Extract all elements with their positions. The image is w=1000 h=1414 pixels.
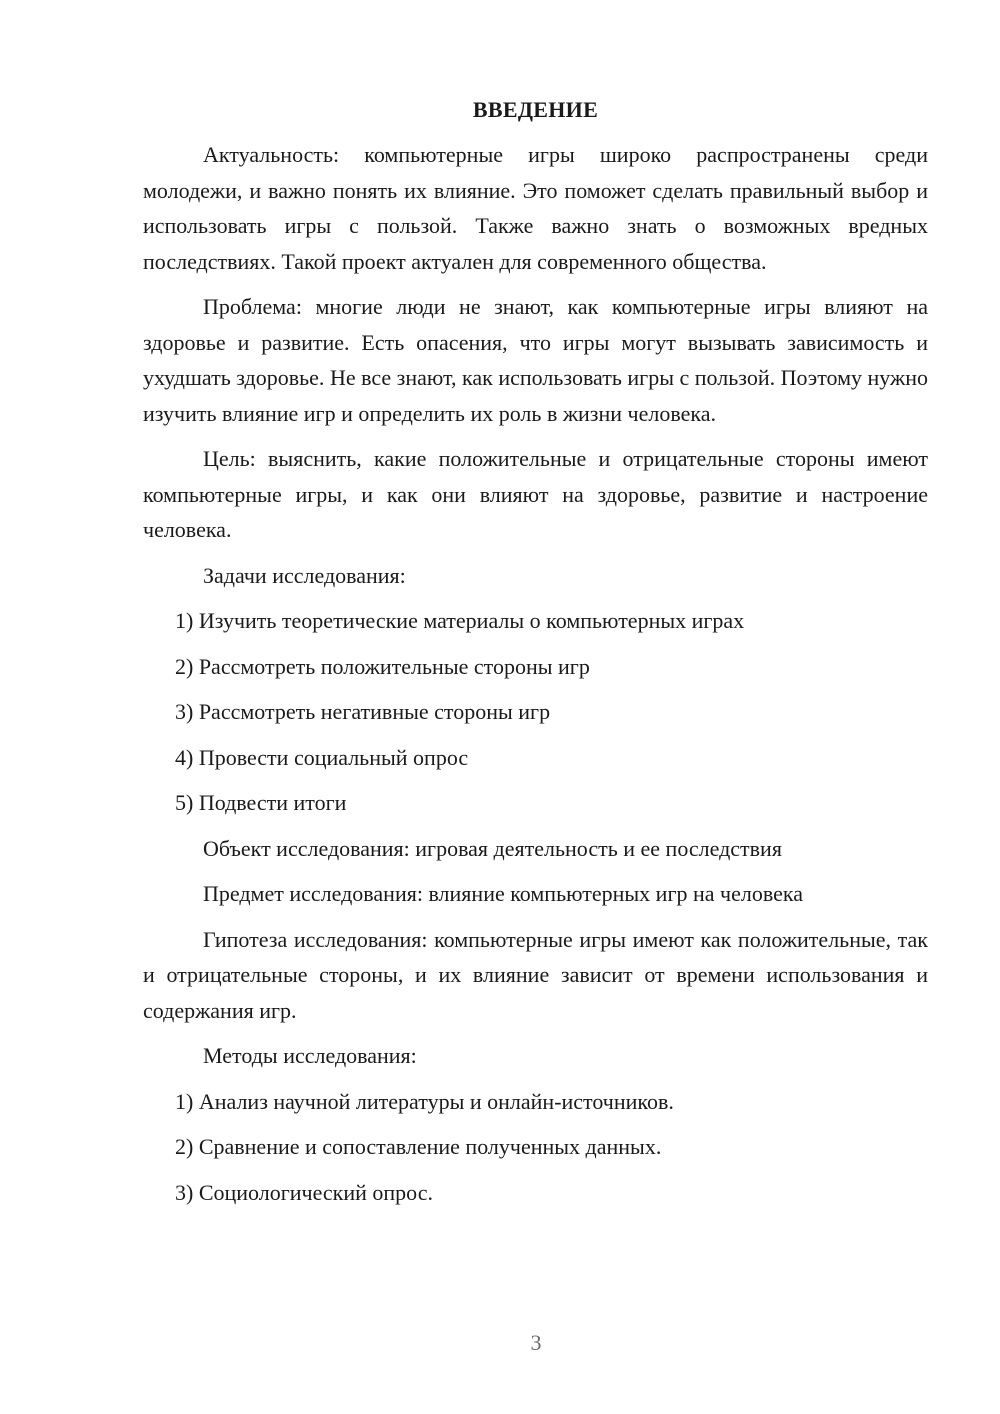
method-item: 2) Сравнение и сопоставление полученных данных.	[175, 1134, 662, 1159]
subject-paragraph: Предмет исследования: влияние компьютерных игр на человека	[203, 881, 803, 906]
tasks-heading: Задачи исследования:	[203, 562, 406, 588]
method-item: 1) Анализ научной литературы и онлайн-источников.	[175, 1088, 674, 1114]
method-item: 3) Социологический опрос.	[175, 1179, 433, 1205]
hypothesis-paragraph: Гипотеза исследования: компьютерные игры имеют как положительные, так и отрицательные стороны, и их влияние зависит от времени использования и содержания игр.	[143, 926, 928, 1023]
tasks-list	[143, 603, 928, 821]
page-number: 3	[530, 1330, 542, 1355]
page-content	[143, 92, 928, 1220]
page-title: ВВЕДЕНИЕ	[472, 97, 599, 122]
problem-paragraph: Проблема: многие люди не знают, как компьютерные игры влияют на здоровье и развитие. Есть опасения, что игры могут вызывать зависимость и ухудшать здоровье. Не все знают, как использовать игры с пользой. Поэтому нужно изучить влияние игр и определить их роль в жизни человека.	[143, 294, 928, 426]
task-item: 2) Рассмотреть положительные стороны игр	[175, 653, 590, 679]
task-item: 4) Провести социальный опрос	[175, 744, 469, 770]
task-item: 1) Изучить теоретические материалы о компьютерных играх	[175, 608, 745, 633]
methods-list	[143, 1084, 928, 1211]
task-item: 3) Рассмотреть негативные стороны игр	[175, 699, 551, 724]
goal-paragraph: Цель: выяснить, какие положительные и отрицательные стороны имеют компьютерные игры, и как они влияют на здоровье, развитие и настроение человека.	[143, 446, 928, 542]
methods-heading: Методы исследования:	[203, 1043, 417, 1068]
actuality-paragraph: Актуальность: компьютерные игры широко распространены среди молодежи, и важно понять их влияние. Это поможет сделать правильный выбор и использовать игры с пользой. Также важно знать о возможных вредных последствиях. Такой проект актуален для современного общества.	[143, 142, 928, 274]
task-item: 5) Подвести итоги	[175, 790, 347, 815]
object-paragraph: Объект исследования: игровая деятельность и ее последствия	[203, 835, 782, 861]
